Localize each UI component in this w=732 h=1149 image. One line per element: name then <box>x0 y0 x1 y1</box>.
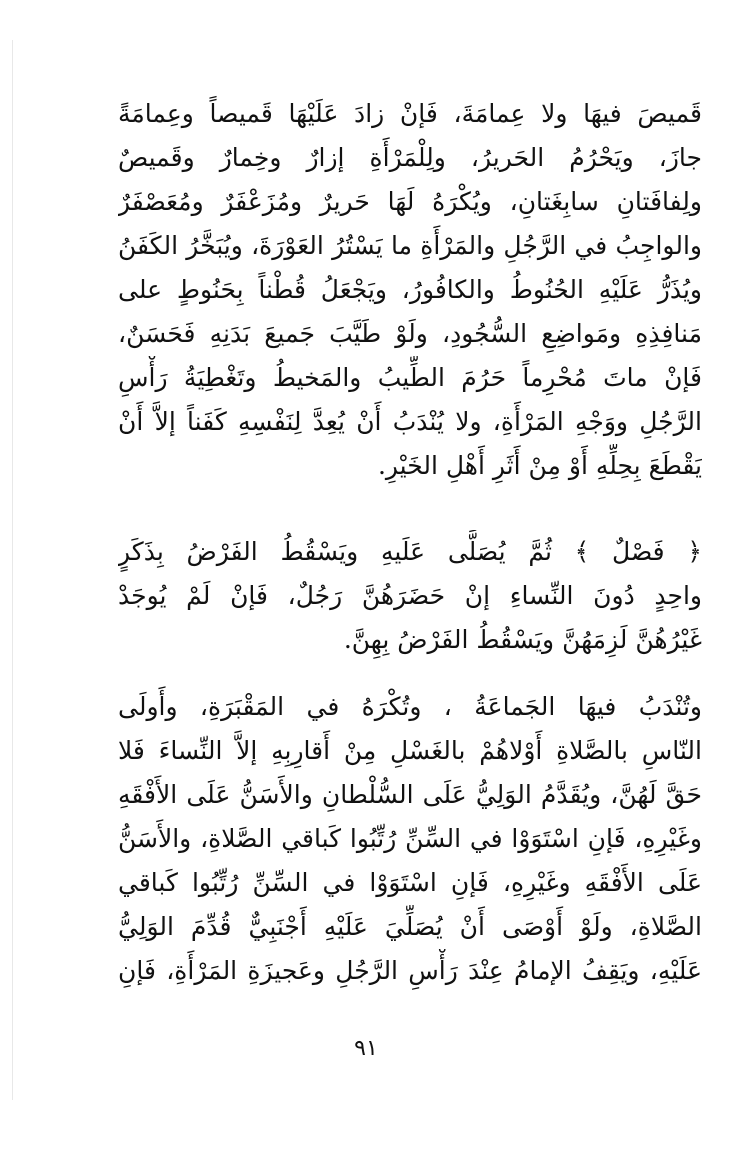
text-line: عَلَيْهِ، ويَقِفُ الإمامُ عِنْدَ رَأْسِ الرَّجُلِ وعَجيزَةِ المَرْأَةِ، فَإنِ <box>118 956 702 985</box>
text-line: وتُنْدَبُ فيهَا الجَماعَةُ ، وتُكْرَهُ في المَقْبَرَةِ، وأَولَى <box>118 692 702 721</box>
text-line: الصَّلاةِ، ولَوْ أَوْصَى أَنْ يُصَلِّيَ عَلَيْهِ أَجْنَبِيٌّ قُدِّمَ الوَلِيُّ <box>118 912 702 941</box>
text-line: النّاسِ بالصَّلاةِ أَوْلاهُمْ بالغَسْلِ مِنْ أَقارِبِهِ إلاَّ النِّساءَ فَلا <box>118 736 702 765</box>
text-line: وغَيْرِهِ، فَإنِ اسْتَوَوْا في السِّنِّ رُتِّبُوا كَباقي الصَّلاةِ، والأَسَنُّ <box>118 824 702 853</box>
paragraph-3 <box>118 685 702 993</box>
paragraph-1 <box>118 92 702 488</box>
text-line: فَإنْ ماتَ مُحْرِماً حَرُمَ الطِّيبُ والمَخيطُ وتَغْطِيَةُ رَأْسِ <box>118 363 702 392</box>
section-heading-line: ﴿ فَصْلٌ ﴾ ثُمَّ يُصَلَّى عَلَيهِ ويَسْقُطُ الفَرْضُ بِذَكَرٍ <box>118 537 702 566</box>
text-line: جازَ، ويَحْرُمُ الحَريرُ، ولِلْمَرْأَةِ إزارٌ وخِمارٌ وقَميصٌ <box>118 143 702 172</box>
text-line: مَنافِذِهِ ومَواضِعِ السُّجُودِ، ولَوْ طَيَّبَ جَميعَ بَدَنِهِ فَحَسَنٌ، <box>118 319 702 348</box>
page-edge-shadow <box>12 40 13 1100</box>
text-line: قَميصَ فيهَا ولا عِمامَةَ، فَإنْ زادَ عَلَيْهَا قَميصاً وعِمامَةً <box>118 99 702 128</box>
text-line: الرَّجُلِ ووَجْهِ المَرْأَةِ، ولا يُنْدَبُ أَنْ يُعِدَّ لِنَفْسِهِ كَفَناً إلاَّ أَنْ <box>118 407 702 436</box>
text-line: عَلَى الأَفْقَهِ وغَيْرِهِ، فَإنِ اسْتَوَوْا في السِّنِّ رُتِّبُوا كَباقي <box>118 868 702 897</box>
paragraph-2-section <box>118 530 702 662</box>
text-line: يَقْطَعَ بِحِلِّهِ أَوْ مِنْ أَثَرِ أَهْلِ الخَيْرِ. <box>377 451 702 480</box>
text-line: والواجِبُ في الرَّجُلِ والمَرْأَةِ ما يَسْتُرُ العَوْرَةَ، ويُبَخَّرُ الكَفَنُ <box>118 231 702 260</box>
text-line: حَقَّ لَهُنَّ، ويُقَدَّمُ الوَلِيُّ عَلَى السُّلْطانِ والأَسَنُّ عَلَى الأَفْقَهِ <box>118 780 702 809</box>
text-line: ولِفافَتانِ سابِغَتانِ، ويُكْرَهُ لَهَا حَريرٌ ومُزَعْفَرٌ ومُعَصْفَرٌ <box>118 187 702 216</box>
text-line: غَيْرُهُنَّ لَزِمَهُنَّ ويَسْقُطُ الفَرْضُ بِهِنَّ. <box>343 625 702 654</box>
page-number: ٩١ <box>354 1036 378 1061</box>
text-line: ويُذَرُّ عَلَيْهِ الحُنُوطُ والكافُورُ، ويَجْعَلُ قُطْناً بِحَنُوطٍ على <box>118 275 702 304</box>
text-line: واحِدٍ دُونَ النِّساءِ إنْ حَضَرَهُنَّ رَجُلٌ، فَإنْ لَمْ يُوجَدْ <box>118 581 702 610</box>
